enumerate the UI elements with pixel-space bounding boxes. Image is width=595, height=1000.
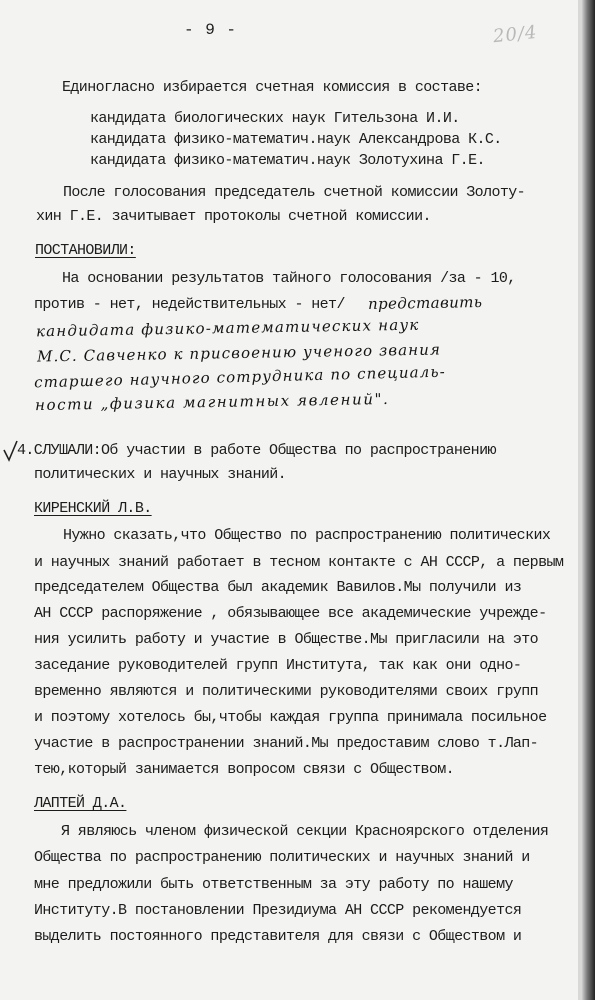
paragraph-vote-results: против - нет, недействительных - нет/ <box>34 296 345 313</box>
paragraph-kirensky: ния усилить работу и участие в Обществе.Мы пригласили на это <box>34 631 539 648</box>
handwritten-line: старшего научного сотрудника по специаль- <box>33 362 446 392</box>
handwritten-line: представить <box>367 293 483 313</box>
paragraph-kirensky: АН СССР распоряжение , обязывающее все академические учрежде- <box>34 605 547 622</box>
heading-laptey: ЛАПТЕЙ Д.А. <box>34 795 127 812</box>
paragraph-voting: хин Г.Е. зачитывает протоколы счетной комиссии. <box>36 208 431 225</box>
paragraph-laptey: Институту.В постановлении Президиума АН СССР рекомендуется <box>34 902 522 919</box>
paragraph-kirensky: участие в распространении знаний.Мы предоставим слово т.Лап- <box>34 735 539 752</box>
commission-member: кандидата физико-математич.наук Александрова К.С. <box>90 131 502 148</box>
paragraph-laptey: Я являюсь членом физической секции Красноярского отделения <box>61 823 549 840</box>
paragraph-kirensky: Нужно сказать,что Общество по распространению политических <box>63 527 551 544</box>
commission-member: кандидата биологических наук Гительзона И.И. <box>90 110 460 127</box>
handwritten-line: ности „физика магнитных явлений". <box>34 389 390 415</box>
handwritten-line: М.С. Савченко к присвоению ученого звания <box>36 340 442 366</box>
scan-edge-shadow <box>582 0 595 1000</box>
paragraph-vote-results: На основании результатов тайного голосования /за - 10, <box>62 270 516 287</box>
item-4-heard: 4.СЛУШАЛИ:Об участии в работе Общества по распространению <box>17 442 496 459</box>
paragraph-laptey: мне предложили быть ответственным за эту работу по нашему <box>34 876 513 893</box>
heading-resolved: ПОСТАНОВИЛИ: <box>35 242 136 259</box>
page-number: - 9 - <box>184 21 238 39</box>
commission-member: кандидата физико-математич.наук Золотухина Г.Е. <box>90 152 485 169</box>
paragraph-kirensky: временно являются и политическими руководителями своих групп <box>34 683 539 700</box>
paragraph-laptey: Общества по распространению политических и научных знаний и <box>34 849 530 866</box>
pencil-annotation: 20/4 <box>492 21 539 48</box>
paragraph-kirensky: тею,который занимается вопросом связи с Обществом. <box>34 761 455 778</box>
item-4-heard: политических и научных знаний. <box>34 466 287 483</box>
paragraph-kirensky: заседание руководителей групп Института, так как они одно- <box>34 657 522 674</box>
paragraph-kirensky: и научных знаний работает в тесном контакте с АН СССР, а первым <box>34 554 564 571</box>
paragraph-kirensky: председателем Общества был академик Вавилов.Мы получили из <box>34 579 522 596</box>
handwritten-line: кандидата физико-математических наук <box>35 315 420 341</box>
paragraph-laptey: выделить постоянного представителя для связи с Обществом и <box>34 928 522 945</box>
paragraph-commission: Единогласно избирается счетная комиссия в составе: <box>62 79 483 96</box>
paragraph-voting: После голосования председатель счетной комиссии Золоту- <box>63 184 526 201</box>
paragraph-kirensky: и поэтому хотелось бы,чтобы каждая группа принимала посильное <box>34 709 547 726</box>
heading-kirensky: КИРЕНСКИЙ Л.В. <box>34 500 152 517</box>
